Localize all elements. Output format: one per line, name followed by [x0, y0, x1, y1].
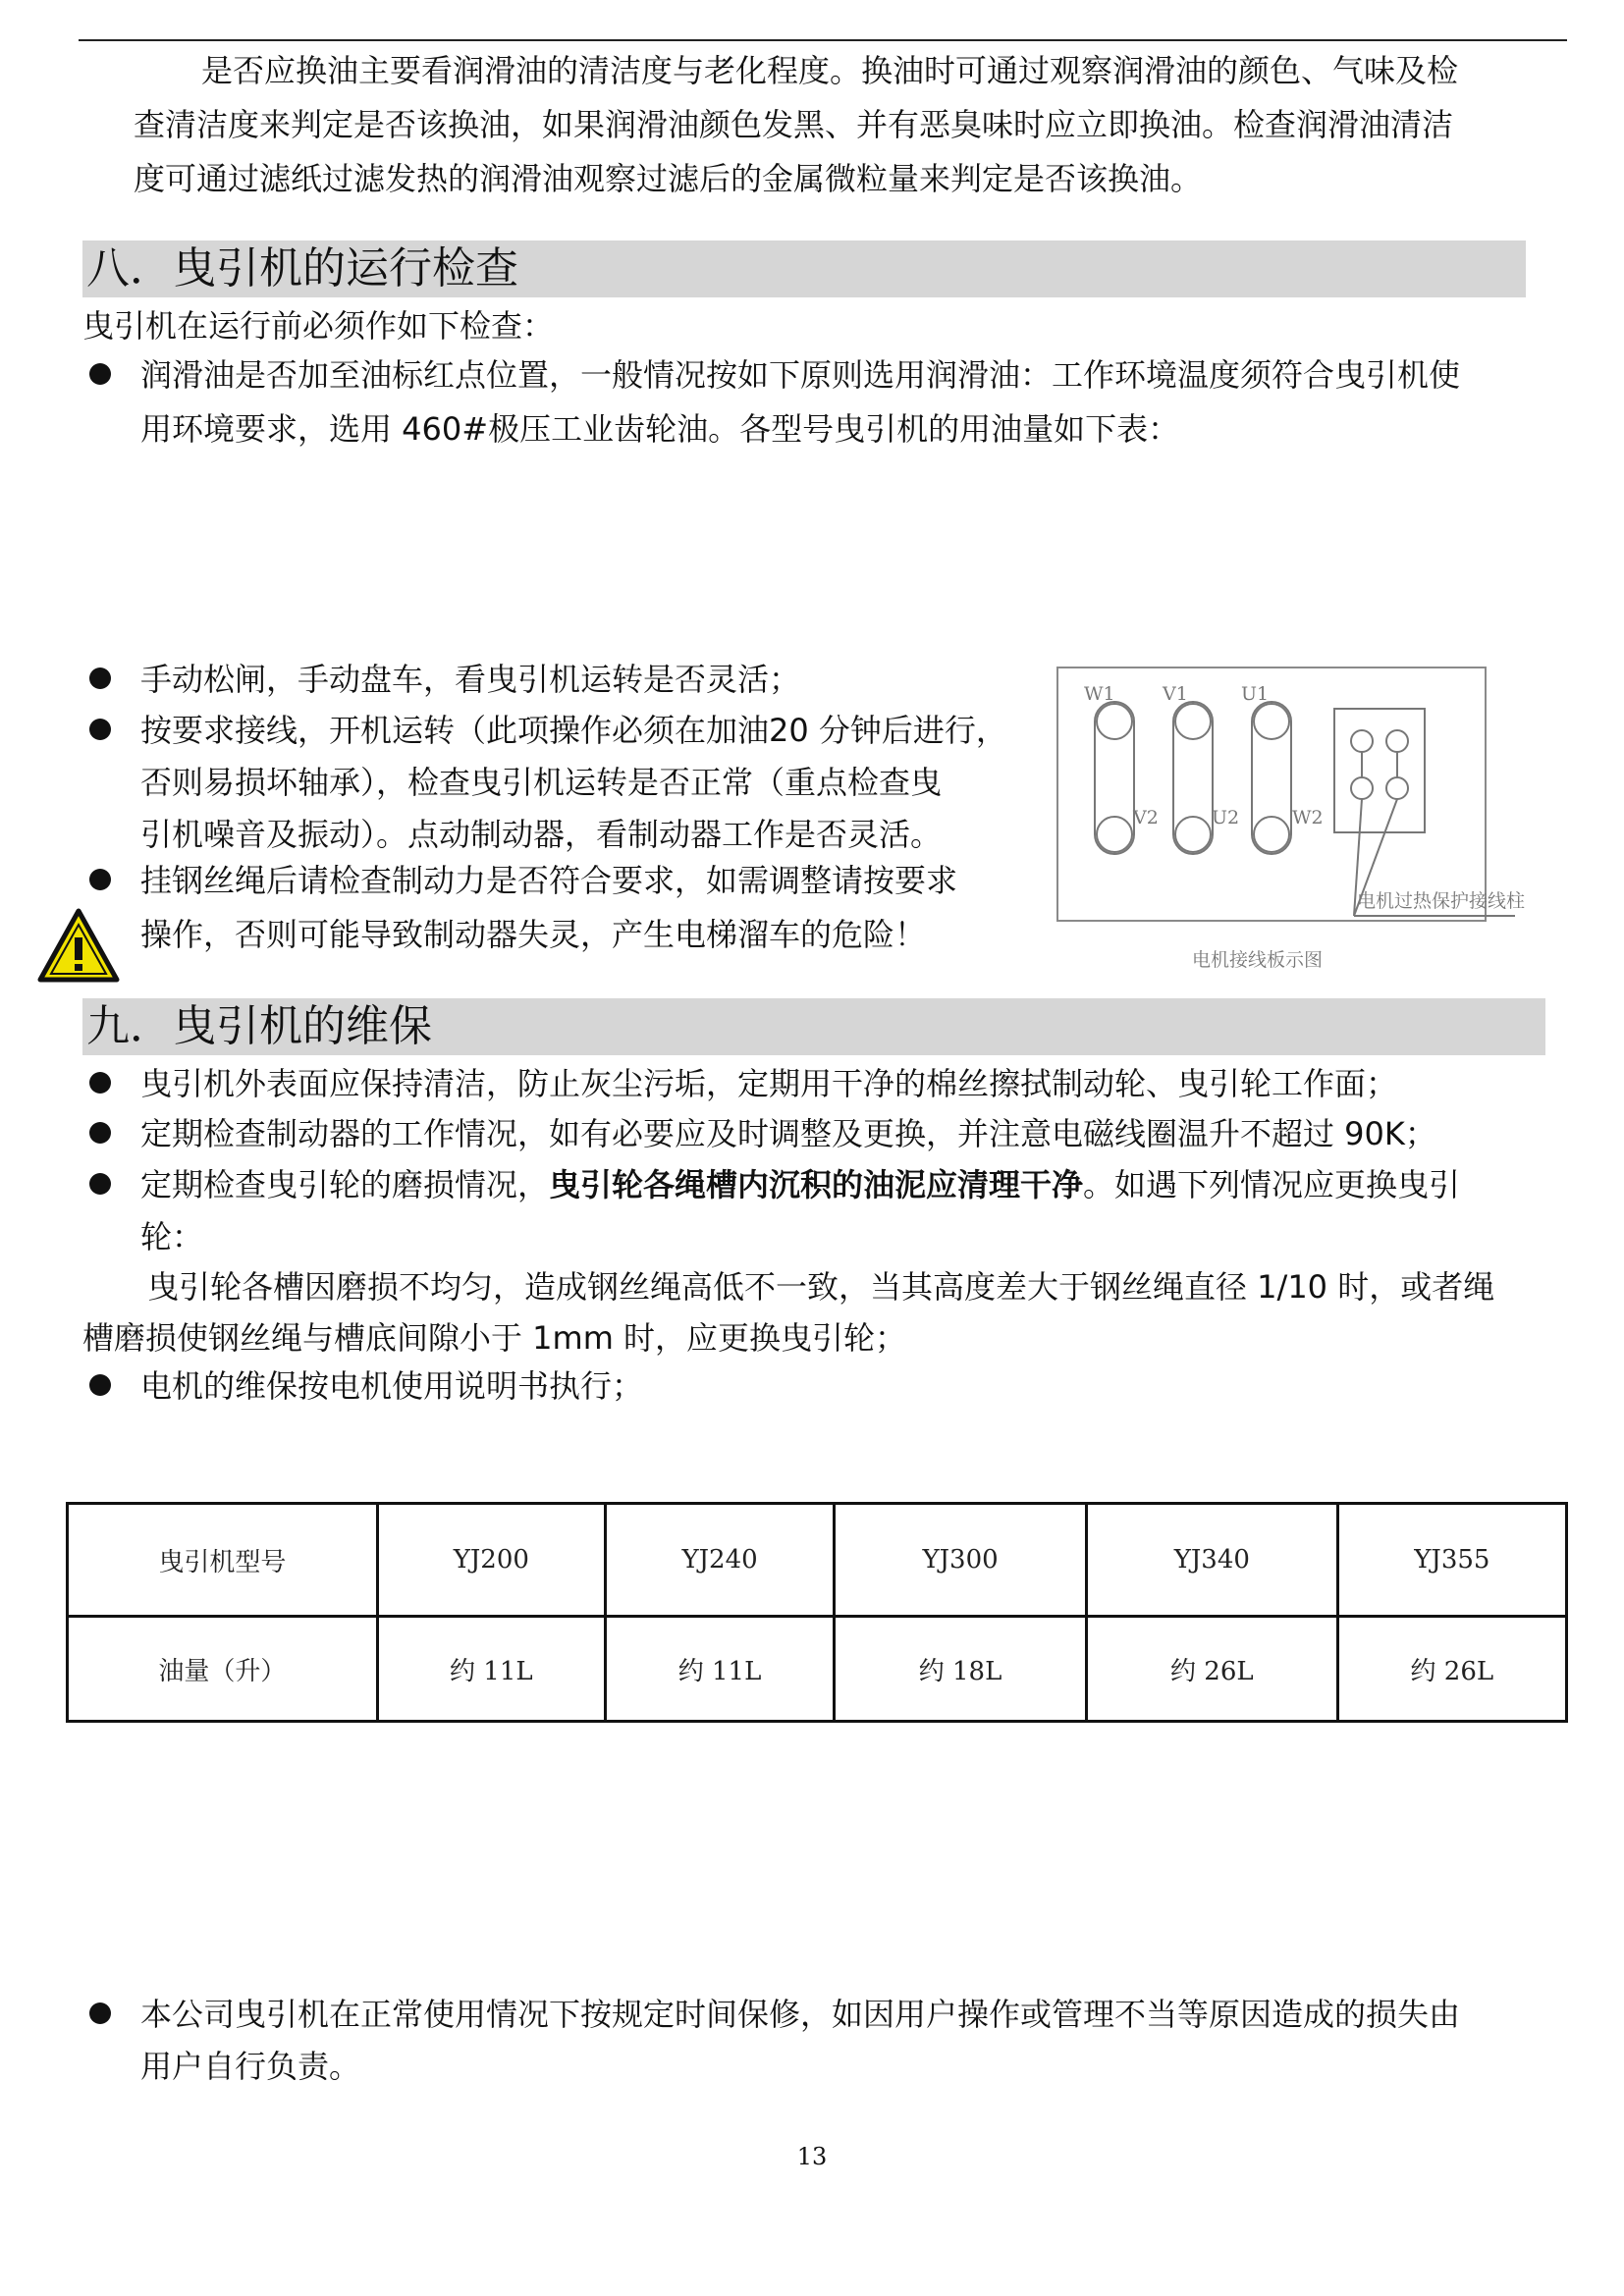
s9-bullet-3-text-a: 定期检查曳引轮的磨损情况，	[140, 1166, 550, 1203]
warranty-note-line-2: 用户自行负责。	[140, 2048, 361, 2085]
table-cell: 约 26L	[1086, 1617, 1337, 1722]
s9-bullet-1: 曳引机外表面应保持清洁，防止灰尘污垢，定期用干净的棉丝擦拭制动轮、曳引轮工作面；	[140, 1065, 1398, 1102]
bullet-icon	[89, 1072, 111, 1094]
s8-bullet-2: 手动松闸，手动盘车，看曳引机运转是否灵活；	[140, 661, 801, 698]
oil-capacity-table	[66, 1502, 1568, 1723]
table-header-cell: YJ355	[1337, 1504, 1566, 1617]
s9-bullet-2: 定期检查制动器的工作情况，如有必要应及时调整及更换，并注意电磁线圈温升不超过 90K；	[140, 1115, 1436, 1152]
bullet-icon	[89, 719, 111, 740]
terminal-label-w2: W2	[1292, 807, 1324, 828]
terminal-label-w1: W1	[1084, 683, 1115, 705]
table-header-cell: YJ340	[1086, 1504, 1337, 1617]
terminal-label-v2: V2	[1133, 807, 1159, 828]
page-number: 13	[796, 2143, 828, 2170]
table-cell: 油量（升）	[68, 1617, 378, 1722]
table-row	[68, 1504, 1567, 1617]
warning-icon	[37, 908, 120, 983]
s8-bullet-4-line-2: 操作，否则可能导致制动器失灵，产生电梯溜车的危险！	[140, 916, 927, 953]
s9-bullet-3-bold: 曳引轮各绳槽内沉积的油泥应清理干净	[549, 1166, 1084, 1203]
warranty-note-line-1: 本公司曳引机在正常使用情况下按规定时间保修，如因用户操作或管理不当等原因造成的损失由	[140, 1996, 1461, 2033]
table-header-cell: YJ200	[377, 1504, 605, 1617]
bullet-icon	[89, 1173, 111, 1195]
s8-bullet-3-line-1: 按要求接线，开机运转（此项操作必须在加油20 分钟后进行，	[140, 712, 1007, 749]
s9-bullet-3-line-2: 轮：	[140, 1218, 204, 1255]
s9-paragraph-line-1: 曳引轮各槽因磨损不均匀，造成钢丝绳高低不一致，当其高度差大于钢丝绳直径 1/10 时，或者绳	[147, 1268, 1495, 1306]
bullet-icon	[89, 1374, 111, 1396]
s9-paragraph-line-2: 槽磨损使钢丝绳与槽底间隙小于 1mm 时，应更换曳引轮；	[82, 1319, 907, 1357]
table-cell: 约 11L	[605, 1617, 834, 1722]
table-row	[68, 1617, 1567, 1722]
terminal-label-u2: U2	[1212, 807, 1240, 828]
s8-bullet-3-line-2: 否则易损坏轴承），检查曳引机运转是否正常（重点检查曳	[140, 764, 943, 801]
intro-line-1: 是否应换油主要看润滑油的清洁度与老化程度。换油时可通过观察润滑油的颜色、气味及检	[201, 52, 1459, 89]
bullet-icon	[89, 363, 111, 385]
bullet-icon	[89, 869, 111, 890]
header-rule	[79, 39, 1567, 41]
s8-bullet-1-line-1: 润滑油是否加至油标红点位置，一般情况按如下原则选用润滑油：工作环境温度须符合曳引机使	[140, 356, 1461, 394]
table-header-cell: YJ300	[835, 1504, 1087, 1617]
section-8-heading: 八．曳引机的运行检查	[82, 240, 1526, 297]
section-9-heading: 九．曳引机的维保	[82, 998, 1545, 1055]
bullet-icon	[89, 667, 111, 689]
s9-bullet-3-text-b: 。如遇下列情况应更换曳引	[1083, 1166, 1461, 1203]
terminal-label-v1: V1	[1163, 683, 1188, 705]
table-cell: 约 11L	[377, 1617, 605, 1722]
section-8-lead: 曳引机在运行前必须作如下检查：	[82, 307, 555, 345]
bullet-icon	[89, 1122, 111, 1144]
table-header-cell: 曳引机型号	[68, 1504, 378, 1617]
terminal-label-u1: U1	[1241, 683, 1270, 705]
diagram-caption: 电机接线板示图	[1192, 949, 1324, 971]
bullet-icon	[89, 2002, 111, 2024]
table-cell: 约 18L	[835, 1617, 1087, 1722]
s9-bullet-3-line-1	[140, 1158, 1460, 1212]
table-cell: 约 26L	[1337, 1617, 1566, 1722]
thermal-protection-label: 电机过热保护接线柱	[1357, 890, 1526, 912]
intro-line-3: 度可通过滤纸过滤发热的润滑油观察过滤后的金属微粒量来判定是否该换油。	[134, 160, 1203, 197]
s8-bullet-3-line-3: 引机噪音及振动）。点动制动器，看制动器工作是否灵活。	[140, 816, 943, 853]
table-header-cell: YJ240	[605, 1504, 834, 1617]
s9-bullet-4: 电机的维保按电机使用说明书执行；	[140, 1367, 644, 1405]
s8-bullet-4-line-1: 挂钢丝绳后请检查制动力是否符合要求，如需调整请按要求	[140, 862, 958, 899]
s8-bullet-1-line-2: 用环境要求，选用 460#极压工业齿轮油。各型号曳引机的用油量如下表：	[140, 410, 1180, 448]
terminal-board-diagram	[1056, 663, 1527, 987]
intro-line-2: 查清洁度来判定是否该换油，如果润滑油颜色发黑、并有恶臭味时应立即换油。检查润滑油清洁	[134, 106, 1454, 143]
